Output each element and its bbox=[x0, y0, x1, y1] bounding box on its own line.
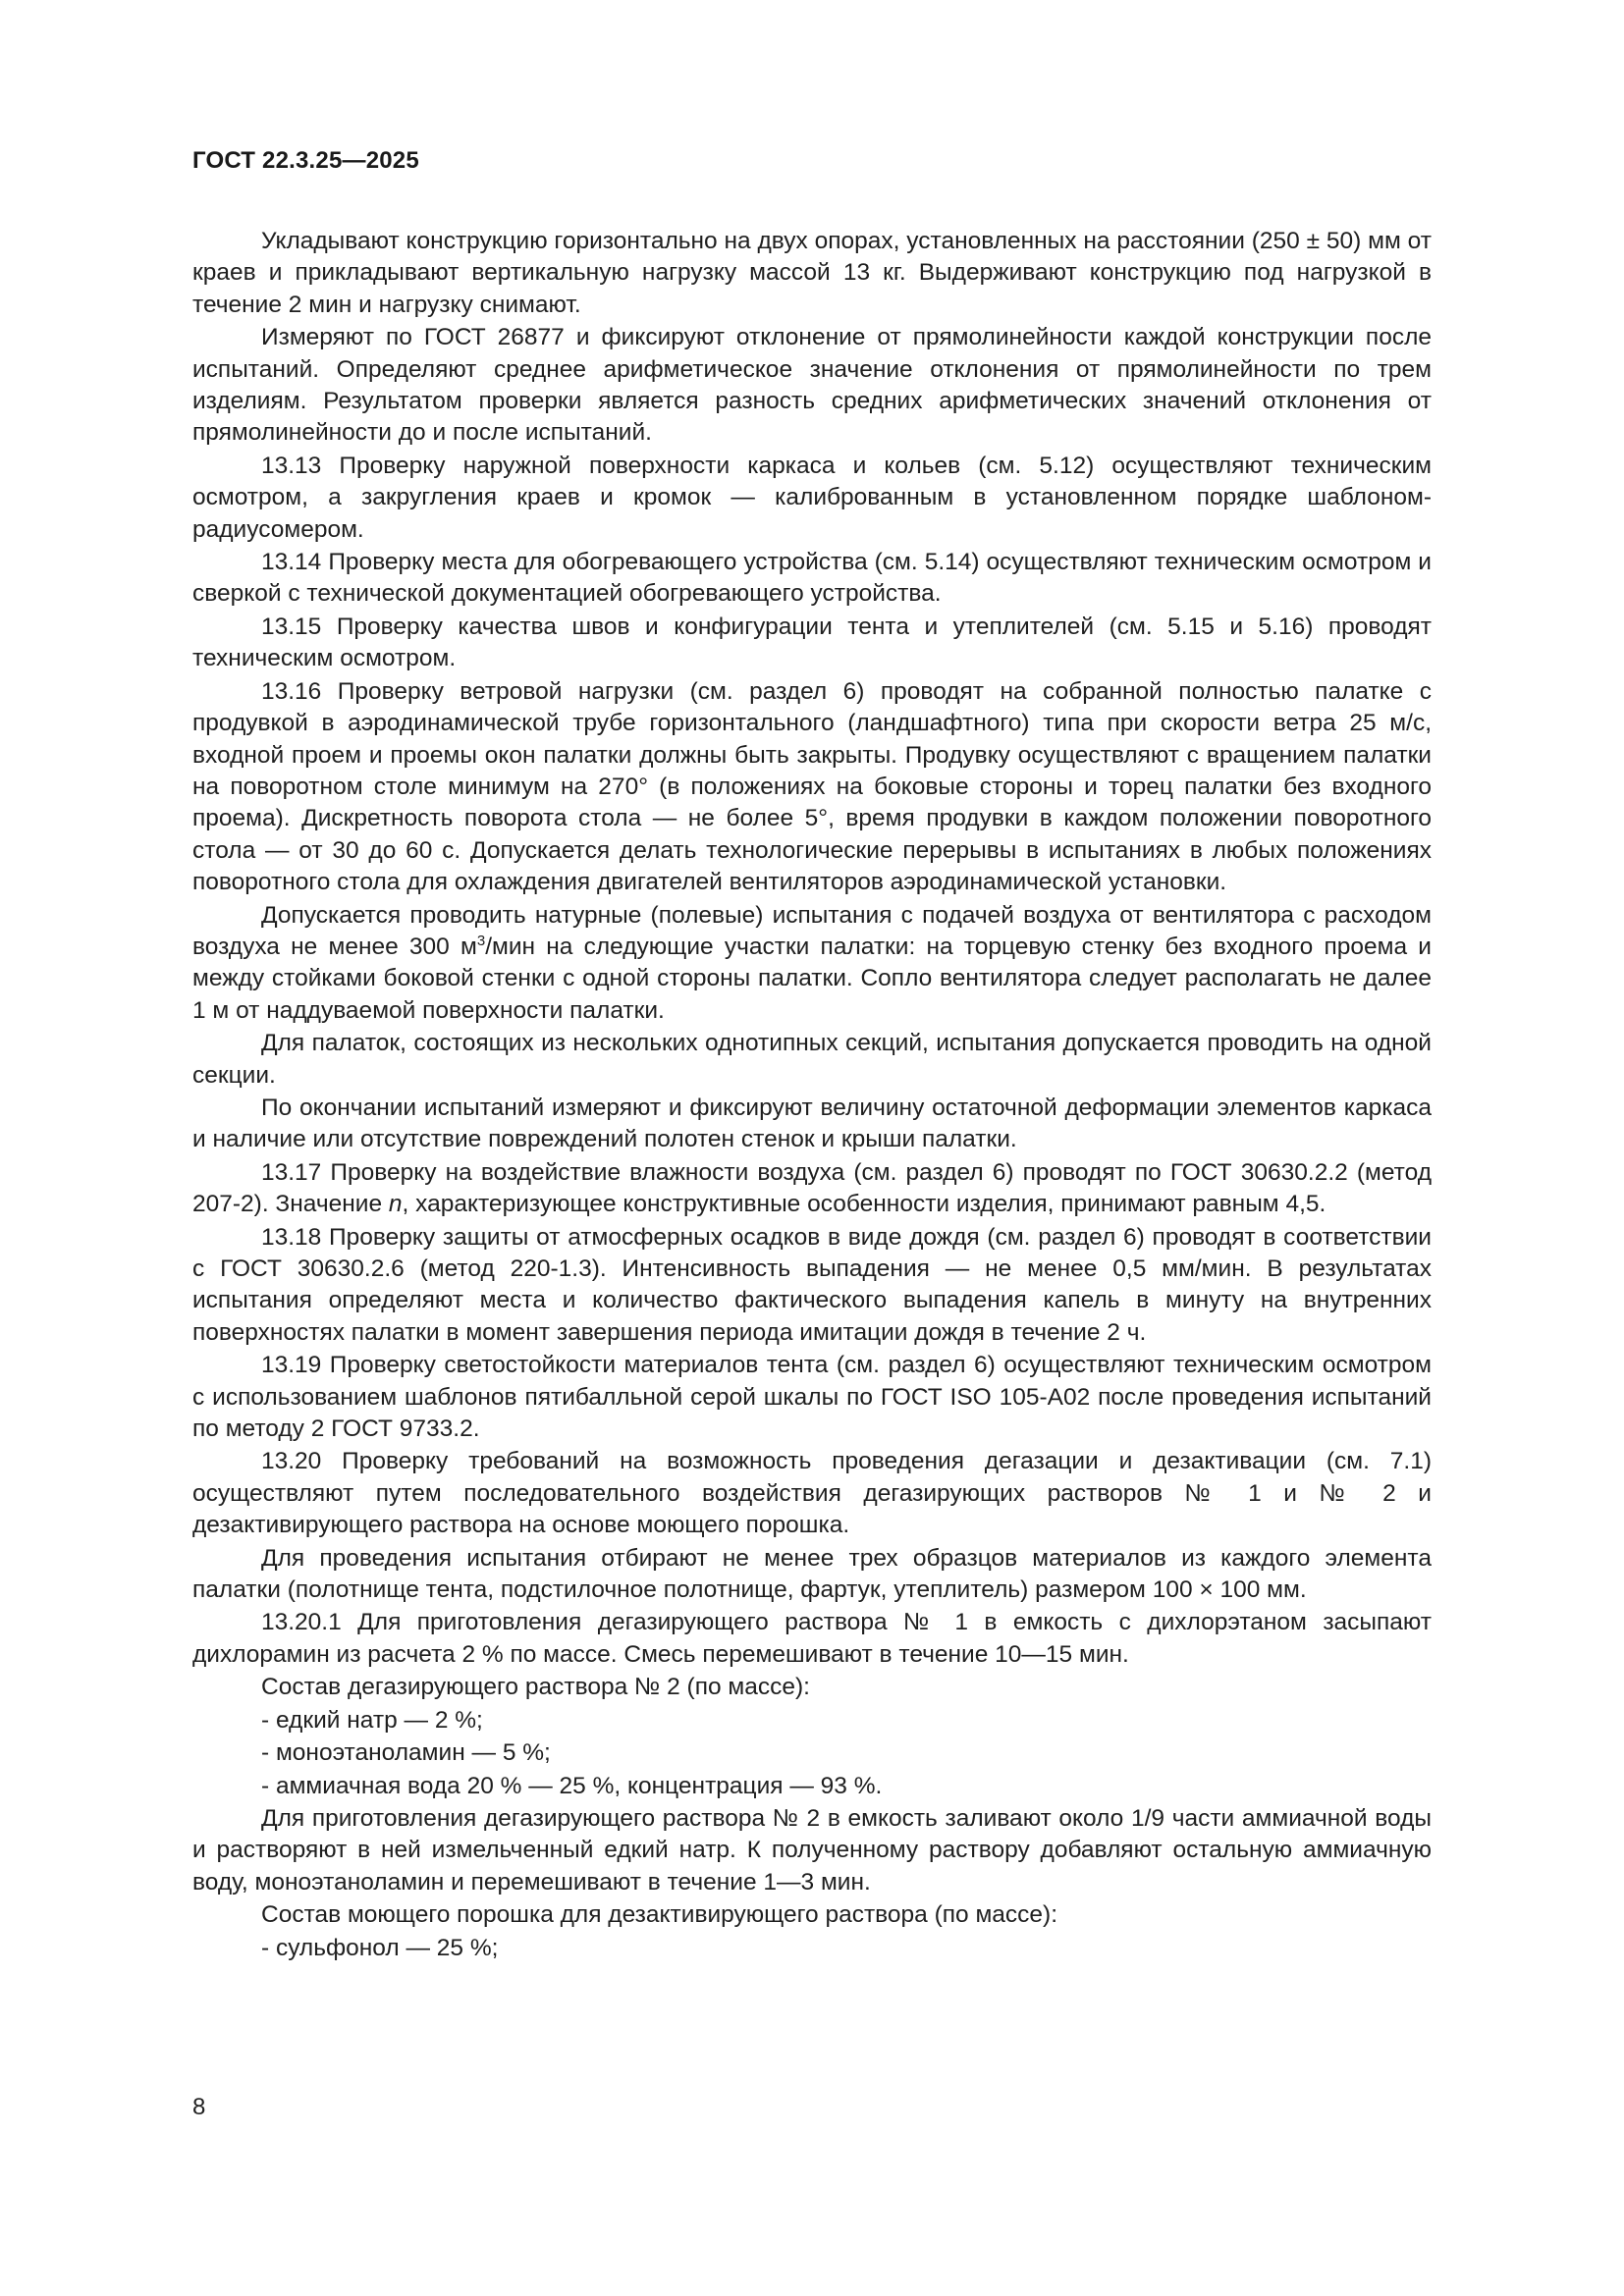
text-run: 13.17 Проверку на воздействие влажности воздуха (см. раздел 6) проводят по ГОСТ 30630.2.2 (метод 207-2). Значение bbox=[192, 1158, 1432, 1218]
document-header: ГОСТ 22.3.25—2025 bbox=[192, 147, 419, 174]
paragraph-13-14: 13.14 Проверку места для обогревающего устройства (см. 5.14) осуществляют техническим осмотром и сверкой с технической документацией обогревающего устройства. bbox=[192, 549, 1432, 608]
superscript: 3 bbox=[476, 932, 486, 949]
paragraph: Состав моющего порошка для дезактивирующего раствора (по массе): bbox=[261, 1901, 1058, 1929]
paragraph: Состав дегазирующего раствора № 2 (по массе): bbox=[261, 1674, 810, 1701]
text-run: Допускается проводить натурные (полевые) испытания с подачей воздуха от вентилятора с расходом воздуха не менее 300 м bbox=[192, 901, 1432, 960]
italic-symbol: n bbox=[388, 1191, 403, 1218]
list-item: - едкий натр — 2 %; bbox=[261, 1706, 483, 1734]
list-item: - сульфонол — 25 %; bbox=[261, 1934, 499, 1961]
list-item: - моноэтаноламин — 5 %; bbox=[261, 1739, 551, 1767]
paragraph: Измеряют по ГОСТ 26877 и фиксируют отклонение от прямолинейности каждой конструкции после испытаний. Определяют среднее арифметическое значение отклонения от прямолинейности по трем изделиям. Результатом проверки является разность средних арифметических значений отклонения от прямолинейности до и после испытаний. bbox=[192, 324, 1432, 447]
paragraph-13-20-1: 13.20.1 Для приготовления дегазирующего раствора № 1 в емкость с дихлорэтаном засыпают дихлорамин из расчета 2 % по массе. Смесь перемешивают в течение 10—15 мин. bbox=[192, 1609, 1432, 1668]
paragraph-airflow bbox=[192, 900, 1432, 1028]
paragraph: Для проведения испытания отбирают не менее трех образцов материалов из каждого элемента палатки (полотнище тента, подстилочное полотнище, фартук, утеплитель) размером 100 × 100 мм. bbox=[192, 1544, 1432, 1604]
paragraph-13-17 bbox=[192, 1157, 1432, 1221]
paragraph-13-19: 13.19 Проверку светостойкости материалов тента (см. раздел 6) осуществляют техническим осмотром с использованием шаблонов пятибалльной серой шкалы по ГОСТ ISO 105-A02 после проведения испытаний по методу 2 ГОСТ 9733.2. bbox=[192, 1352, 1432, 1443]
paragraph: Для палаток, состоящих из нескольких однотипных секций, испытания допускается проводить на одной секции. bbox=[192, 1030, 1432, 1089]
document-body bbox=[192, 226, 1432, 1965]
paragraph: Для приготовления дегазирующего раствора № 2 в емкость заливают около 1/9 части аммиачной воды и растворяют в ней измельченный едкий натр. К полученному раствору добавляют остальную аммиачную воду, моноэтаноламин и перемешивают в течение 1—3 мин. bbox=[192, 1804, 1432, 1896]
paragraph: Укладывают конструкцию горизонтально на двух опорах, установленных на расстоянии (250 ± 50) мм от краев и прикладывают вертикальную нагрузку массой 13 кг. Выдерживают конструкцию под нагрузкой в течение 2 мин и нагрузку снимают. bbox=[192, 228, 1432, 318]
text-run: /мин на следующие участки палатки: на торцевую стенку без входного проема и между стойками боковой стенки с одной стороны палатки. Сопло вентилятора следует располагать не далее 1 м от наддуваемой поверхности палатки. bbox=[192, 933, 1432, 1024]
paragraph-13-15: 13.15 Проверку качества швов и конфигурации тента и утеплителей (см. 5.15 и 5.16) проводят техническим осмотром. bbox=[192, 613, 1432, 672]
list-item: - аммиачная вода 20 % — 25 %, концентрация — 93 %. bbox=[261, 1772, 883, 1799]
paragraph: По окончании испытаний измеряют и фиксируют величину остаточной деформации элементов каркаса и наличие или отсутствие повреждений полотен стенок и крыши палатки. bbox=[192, 1094, 1432, 1153]
paragraph-13-20: 13.20 Проверку требований на возможность проведения дегазации и дезактивации (см. 7.1) осуществляют путем последовательного воздействия дегазирующих растворов № 1 и № 2 и дезактивирующего раствора на основе моющего порошка. bbox=[192, 1448, 1432, 1539]
text-run: , характеризующее конструктивные особенности изделия, принимают равным 4,5. bbox=[402, 1191, 1326, 1218]
paragraph-13-18: 13.18 Проверку защиты от атмосферных осадков в виде дождя (см. раздел 6) проводят в соответствии с ГОСТ 30630.2.6 (метод 220-1.3). Интенсивность выпадения — не менее 0,5 мм/мин. В результатах испытания определяют места и количество фактического выпадения капель в минуту на внутренних поверхностях палатки в момент завершения периода имитации дождя в течение 2 ч. bbox=[192, 1223, 1432, 1346]
paragraph-13-16: 13.16 Проверку ветровой нагрузки (см. раздел 6) проводят на собранной полностью палатке с продувкой в аэродинамической трубе горизонтального (ландшафтного) типа при скорости ветра 25 м/с, входной проем и проемы окон палатки должны быть закрыты. Продувку осуществляют с вращением палатки на поворотном столе минимум на 270° (в положениях на боковые стороны и торец палатки без входного проема). Дискретность поворота стола — не более 5°, время продувки в каждом положении поворотного стола — от 30 до 60 с. Допускается делать технологические перерывы в испытаниях в любых положениях поворотного стола для охлаждения двигателей вентиляторов аэродинамической установки. bbox=[192, 677, 1432, 896]
paragraph-13-13: 13.13 Проверку наружной поверхности каркаса и кольев (см. 5.12) осуществляют техническим осмотром, а закругления краев и кромок — калиброванным в установленном порядке шаблоном-радиусомером. bbox=[192, 452, 1432, 543]
page-number: 8 bbox=[192, 2094, 206, 2120]
